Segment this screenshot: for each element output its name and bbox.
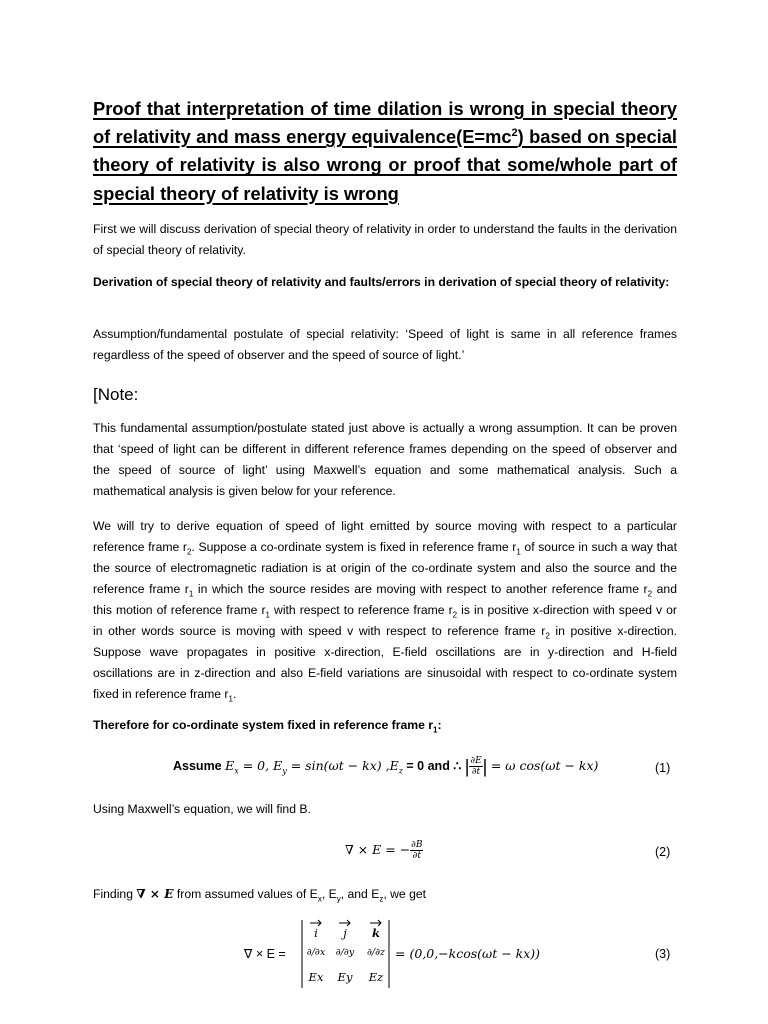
det-ey: Ey xyxy=(337,970,353,984)
finding-line: Finding ∇ × E from assumed values of $E_x$, $E_y$, and $E_z$, we get xyxy=(93,887,427,904)
intro-paragraph: First we will discuss derivation of special theory of relativity in order to understand the faults in the derivation of special theory of relativity. xyxy=(93,222,677,257)
partial-e-fraction: $\frac{\partial E}{\partial t}$ xyxy=(470,756,482,778)
title-text-2: ) based on special theory of relativity is also wrong or proof that some/whole part of special theory of relativity is wrong xyxy=(93,126,677,204)
equation-2: ∇ × E = − $\frac{\partial B}{\partial t}$ xyxy=(345,840,423,862)
note-heading: [Note: xyxy=(93,385,139,404)
equation-3-lhs: ∇ × E = xyxy=(244,947,286,961)
maxwell-intro: Using Maxwell’s equation, we will find B. xyxy=(93,802,311,816)
derivation-heading: Derivation of special theory of relativity and faults/errors in derivation of special theory of relativity: xyxy=(93,275,670,289)
main-paragraph: We will try to derive equation of speed of light emitted by source moving with respect to a particular reference frame $r_2$. Suppose a co-ordinate system is fixed in reference frame $r_1$ of source in such a way that the source of electromagnetic radiation is at origin of the co-ordinate system and also the source and the reference frame $r_1$ in which the source resides are moving with respect to another reference frame $r_2$ and this motion of reference frame $r_1$ with respect to reference frame $r_2$ is in positive x-direction with speed v or in other words source is moving with speed v with respect to reference frame $r_2$ in positive x-direction. Suppose wave propagates in positive x-direction, E-field oscillations are in y-direction and H-field oscillations are in z-direction and also E-field variations are sinusoidal with respect to co-ordinate system fixed in reference frame $r_1$. xyxy=(93,519,677,704)
det-j: j xyxy=(343,926,347,940)
equation-1: Assume $E_x = 0$, $E_y = \sin(\omega t - kx) ,E_z = 0$ and ∴ | $\frac{\partial E}{\partial t}$ | = ω cos(ωt − kx) xyxy=(173,756,599,778)
det-k: k xyxy=(372,926,380,940)
document-title xyxy=(93,95,677,208)
note-paragraph: This fundamental assumption/postulate stated just above is actually a wrong assumption. It can be proven that ‘speed of light can be different in different reference frames depending on the speed of observer and the speed of source of light’ using Maxwell’s equation and some mathematical analysis. Such a mathematical analysis is given below for your reference. xyxy=(93,421,677,498)
equation-3-rhs: = (0,0,−kcos(ωt − kx)) xyxy=(395,946,541,961)
curl-determinant xyxy=(300,918,400,990)
det-dx: ∂/∂x xyxy=(306,947,326,958)
therefore-line: Therefore for co-ordinate system fixed in reference frame $r_1$: xyxy=(93,718,442,735)
det-ez: Ez xyxy=(368,970,384,984)
det-dz: ∂/∂z xyxy=(366,947,386,958)
title-superscript: 2 xyxy=(511,127,518,140)
equation-3-number: (3) xyxy=(655,947,671,961)
partial-b-fraction: $\frac{\partial B}{\partial t}$ xyxy=(411,840,423,862)
equation-2-number: (2) xyxy=(655,845,671,859)
det-ex: Ex xyxy=(308,970,324,984)
title-text-1: Proof that interpretation of time dilation is wrong in special theory of relativity and mass energy equivalence(E=mc xyxy=(93,98,677,148)
det-dy: ∂/∂y xyxy=(335,947,355,958)
equation-1-number: (1) xyxy=(655,761,671,775)
assumption-paragraph: Assumption/fundamental postulate of special relativity: ‘Speed of light is same in all reference frames regardless of the speed of observer and the speed of source of light.’ xyxy=(93,327,677,362)
det-i: i xyxy=(314,926,318,940)
